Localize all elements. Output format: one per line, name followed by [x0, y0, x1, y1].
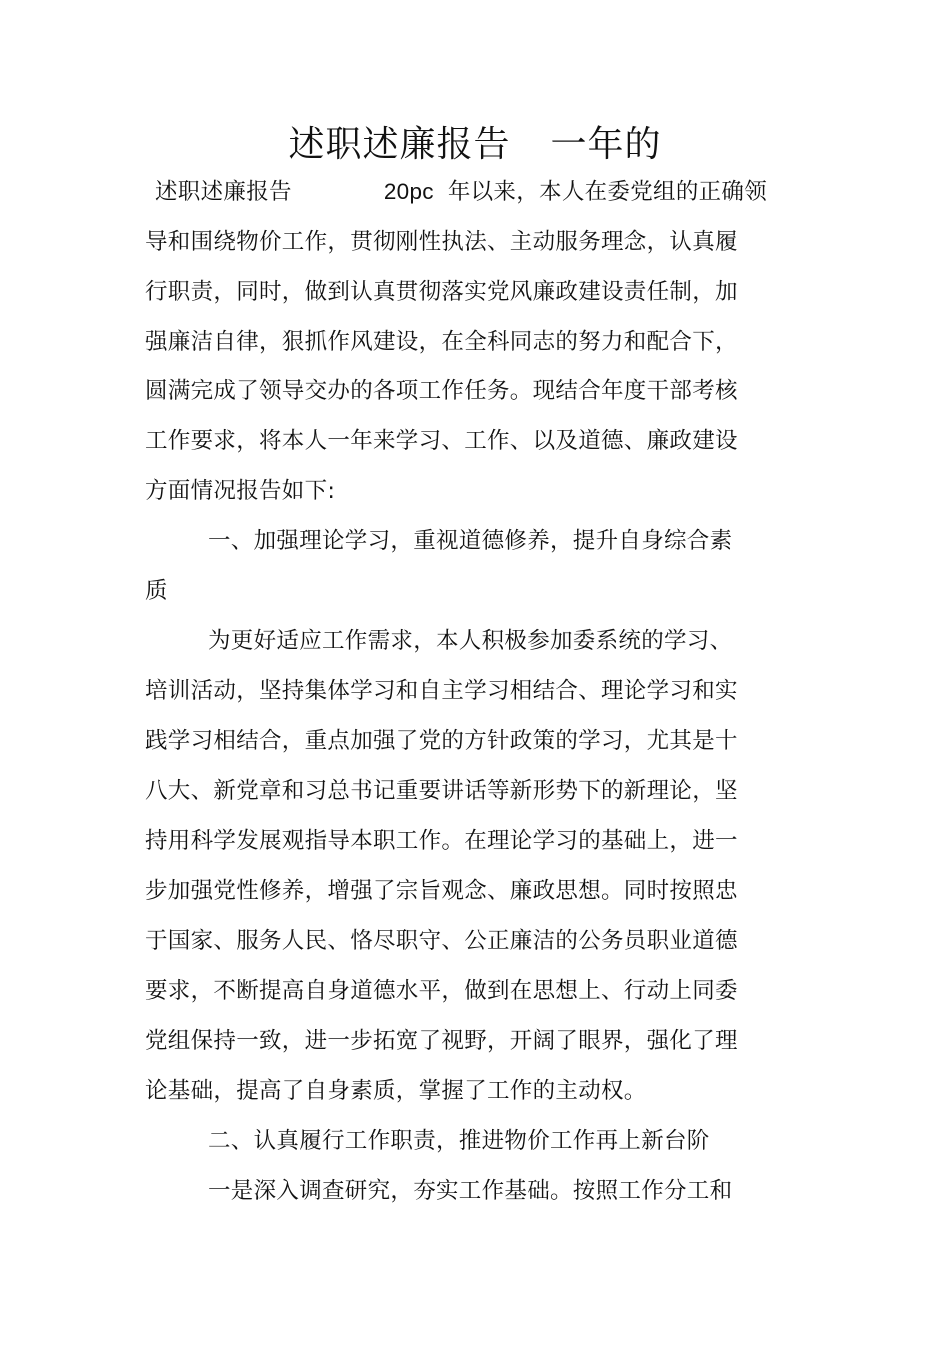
- section-heading-1-cont: 质: [145, 578, 168, 604]
- section-heading-2: 二、认真履行工作职责，推进物价工作再上新台阶: [208, 1128, 710, 1154]
- first-line-part2: 20pc: [383, 179, 434, 204]
- paragraph-line-first: [155, 177, 767, 207]
- title-main: 述职述廉报告: [288, 124, 511, 165]
- paragraph-line: 践学习相结合，重点加强了党的方针政策的学习，尤其是十: [145, 728, 738, 754]
- paragraph-line: 培训活动，坚持集体学习和自主学习相结合、理论学习和实: [145, 678, 738, 704]
- paragraph-line: 行职责，同时，做到认真贯彻落实党风廉政建设责任制，加: [145, 279, 738, 305]
- paragraph-line: 党组保持一致，进一步拓宽了视野，开阔了眼界，强化了理: [145, 1028, 738, 1054]
- paragraph-line: 导和围绕物价工作，贯彻刚性执法、主动服务理念，认真履: [145, 229, 738, 255]
- paragraph-line: 方面情况报告如下:: [145, 478, 336, 504]
- paragraph-line: 一是深入调查研究，夯实工作基础。按照工作分工和: [208, 1178, 733, 1204]
- paragraph-line: 持用科学发展观指导本职工作。在理论学习的基础上，进一: [145, 828, 738, 854]
- paragraph-line: 于国家、服务人民、恪尽职守、公正廉洁的公务员职业道德: [145, 928, 738, 954]
- title-suffix: 一年的: [550, 124, 662, 165]
- paragraph-line: 工作要求，将本人一年来学习、工作、以及道德、廉政建设: [145, 428, 738, 454]
- document-title: [0, 118, 950, 172]
- paragraph-line: 圆满完成了领导交办的各项工作任务。现结合年度干部考核: [145, 378, 738, 404]
- first-line-part1: 述职述廉报告: [155, 179, 292, 205]
- paragraph-line: 强廉洁自律，狠抓作风建设，在全科同志的努力和配合下，: [145, 329, 738, 355]
- paragraph-line: 步加强党性修养，增强了宗旨观念、廉政思想。同时按照忠: [145, 878, 738, 904]
- paragraph-line: 要求，不断提高自身道德水平，做到在思想上、行动上同委: [145, 978, 738, 1004]
- section-heading-1: 一、加强理论学习，重视道德修养，提升自身综合素: [208, 528, 733, 554]
- first-line-part3: 年以来，本人在委党组的正确领: [447, 179, 768, 205]
- paragraph-line: 八大、新党章和习总书记重要讲话等新形势下的新理论，坚: [145, 778, 738, 804]
- paragraph-line: 为更好适应工作需求，本人积极参加委系统的学习、: [208, 628, 733, 654]
- paragraph-line: 论基础，提高了自身素质，掌握了工作的主动权。: [145, 1078, 647, 1104]
